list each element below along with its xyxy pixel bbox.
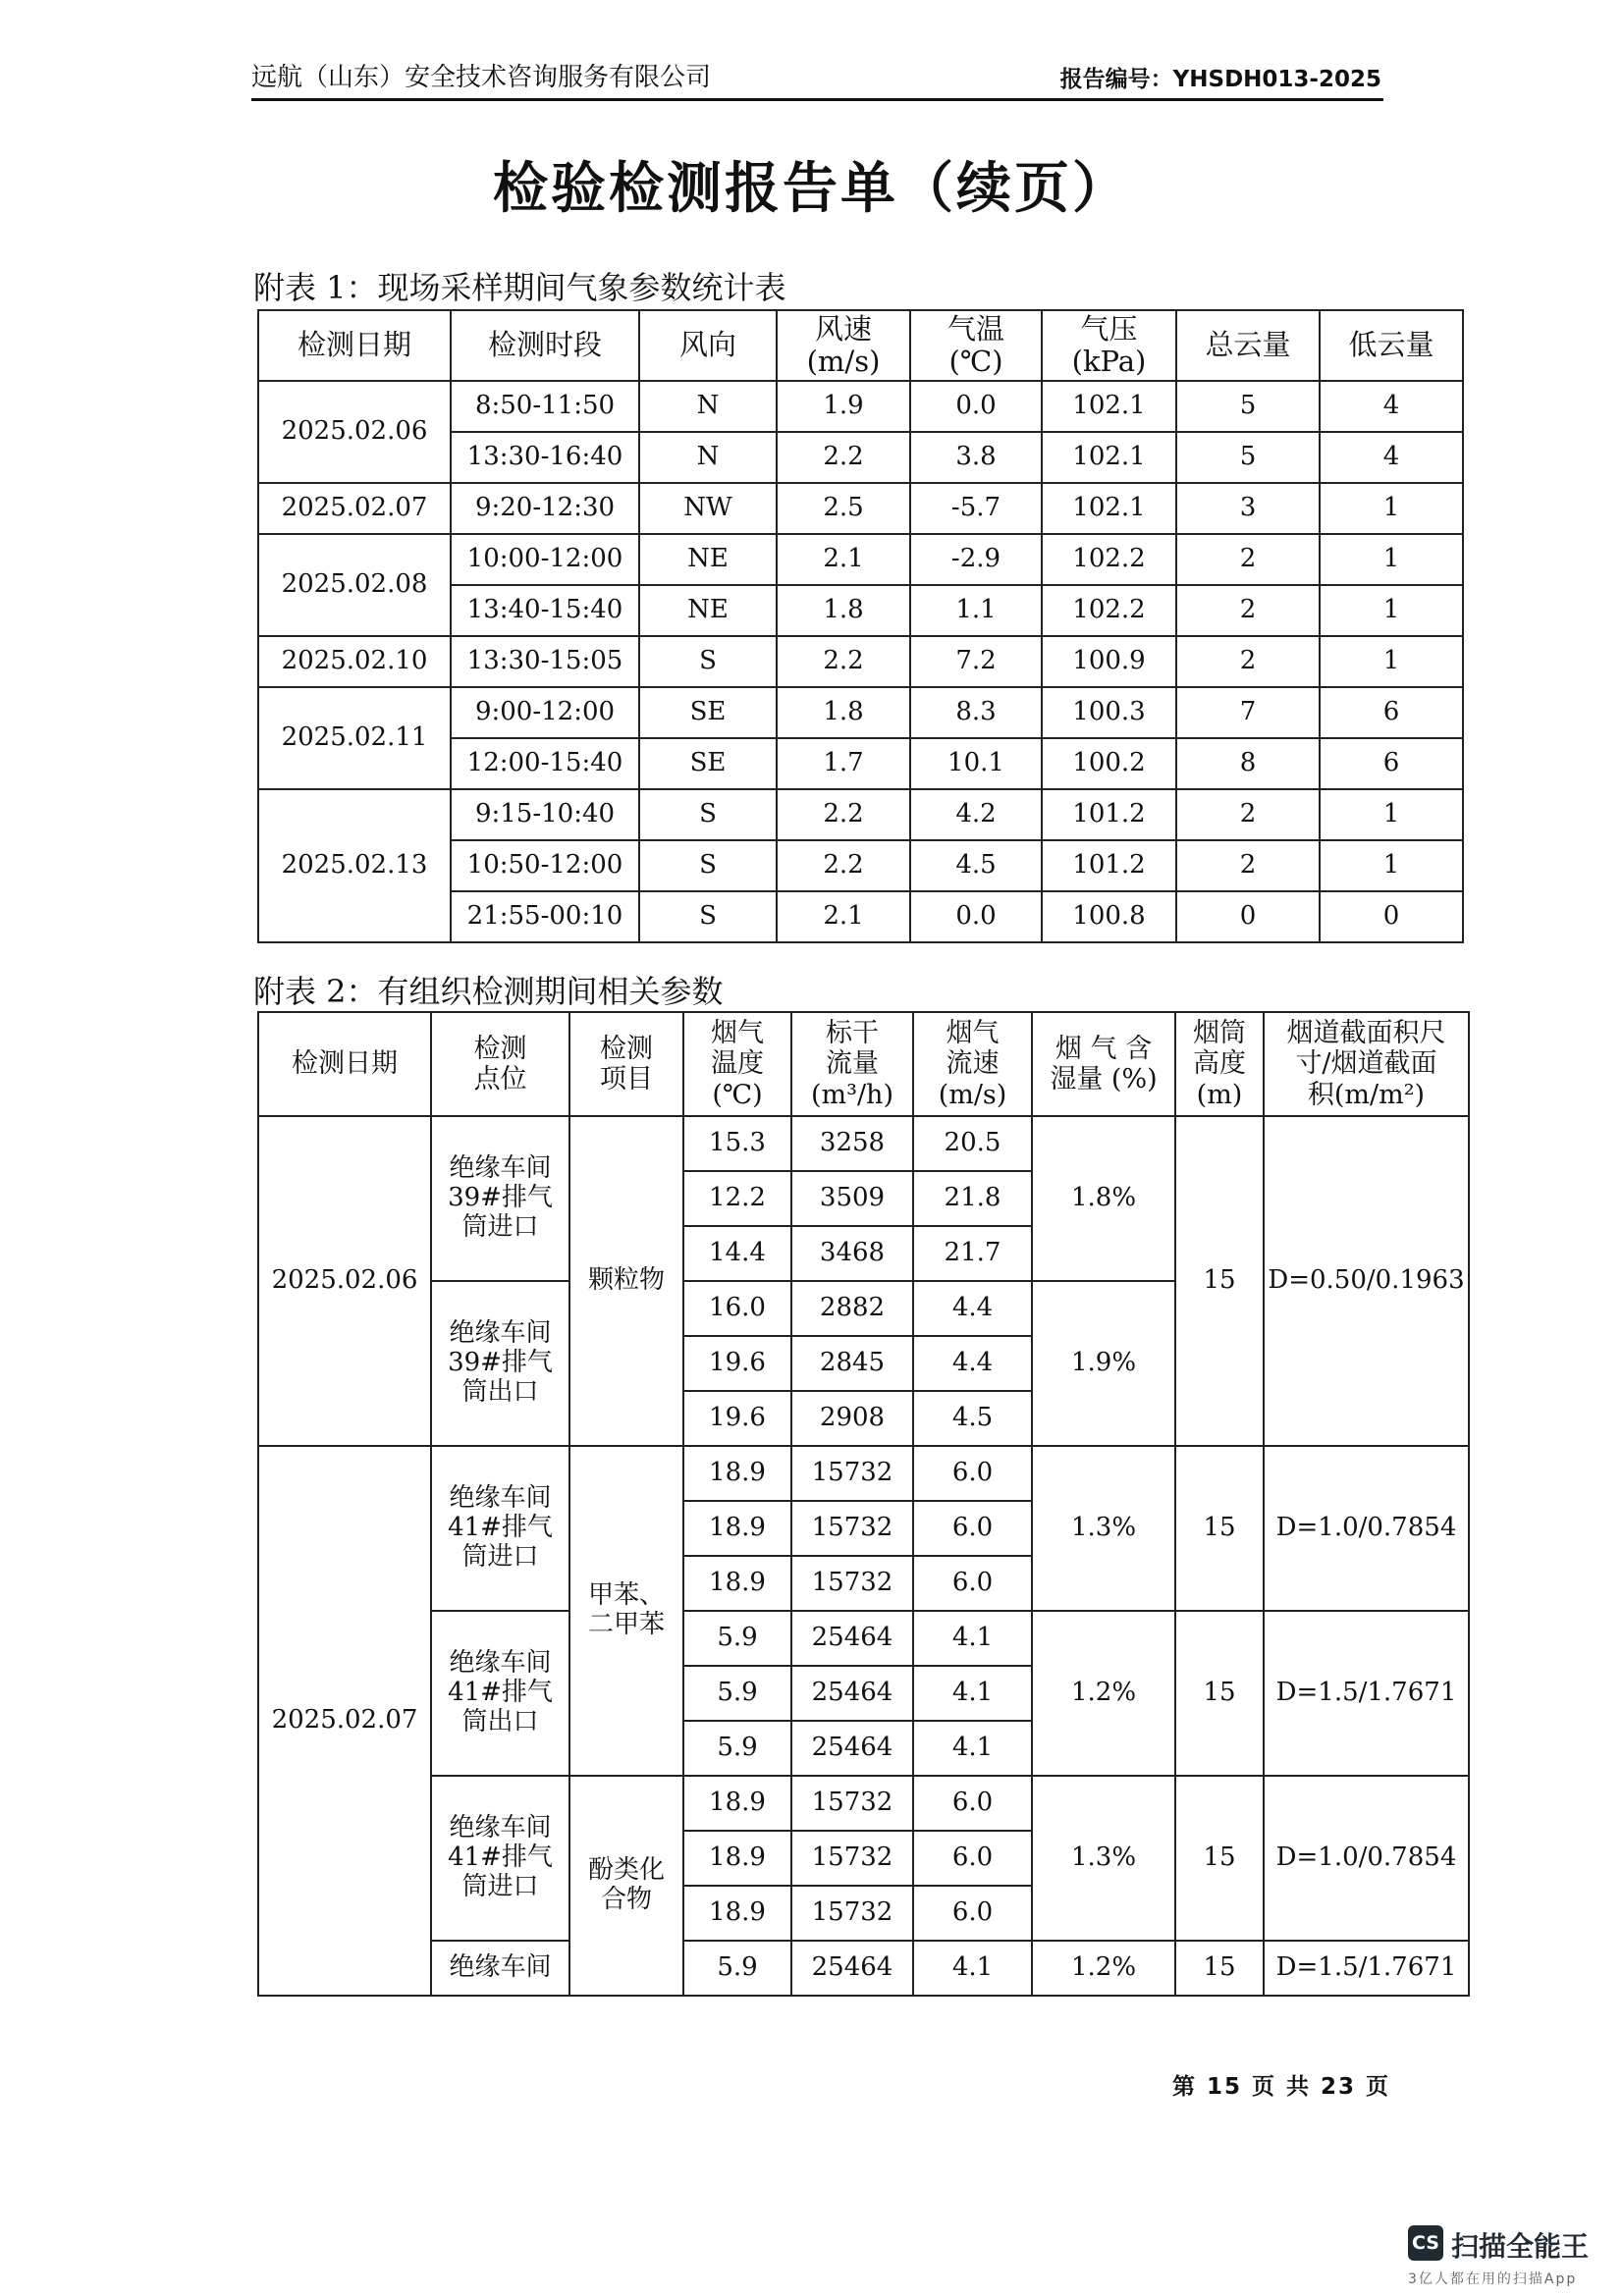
table1-header-cell: 风向 — [639, 310, 777, 381]
data-cell: 8:50-11:50 — [451, 381, 639, 432]
data-cell: 2845 — [791, 1336, 913, 1391]
scanner-watermark — [1408, 2223, 1604, 2296]
sampling-point-cell: 绝缘车间 41#排气 筒进口 — [431, 1776, 569, 1941]
report-code: 报告编号：YHSDH013-2025 — [1059, 67, 1381, 92]
table2-header-cell: 检测 项目 — [569, 1012, 683, 1116]
data-cell: SE — [639, 687, 777, 738]
data-cell: 15.3 — [683, 1116, 791, 1171]
moisture-cell: 1.2% — [1032, 1611, 1175, 1776]
data-cell: 2.2 — [777, 840, 910, 891]
data-cell: 4.5 — [913, 1391, 1032, 1446]
data-cell: 6.0 — [913, 1556, 1032, 1611]
table-row — [258, 1941, 1469, 1996]
date-cell: 2025.02.06 — [258, 1116, 431, 1446]
date-cell: 2025.02.10 — [258, 636, 451, 687]
table1-caption: 附表 1：现场采样期间气象参数统计表 — [253, 269, 786, 306]
table-row — [258, 1611, 1469, 1666]
data-cell: 100.2 — [1042, 738, 1176, 789]
data-cell: 2 — [1176, 534, 1320, 585]
data-cell: 4.5 — [910, 840, 1042, 891]
data-cell: 100.9 — [1042, 636, 1176, 687]
data-cell: 102.1 — [1042, 381, 1176, 432]
data-cell: N — [639, 381, 777, 432]
data-cell: 101.2 — [1042, 840, 1176, 891]
data-cell: 25464 — [791, 1611, 913, 1666]
data-cell: 6 — [1320, 738, 1463, 789]
data-cell: 6.0 — [913, 1776, 1032, 1831]
date-cell: 2025.02.13 — [258, 789, 451, 942]
data-cell: N — [639, 432, 777, 483]
moisture-cell: 1.8% — [1032, 1116, 1175, 1281]
data-cell: NE — [639, 534, 777, 585]
data-cell: 10.1 — [910, 738, 1042, 789]
data-cell: 18.9 — [683, 1446, 791, 1501]
table-row — [258, 483, 1463, 534]
data-cell: 8 — [1176, 738, 1320, 789]
data-cell: 2 — [1176, 585, 1320, 636]
sampling-point-cell: 绝缘车间 41#排气 筒出口 — [431, 1611, 569, 1776]
data-cell: 15732 — [791, 1501, 913, 1556]
table2-header-cell: 烟气 温度 (℃) — [683, 1012, 791, 1116]
stack-height-cell: 15 — [1175, 1611, 1264, 1776]
data-cell: 1.1 — [910, 585, 1042, 636]
company-name: 远航（山东）安全技术咨询服务有限公司 — [251, 63, 712, 92]
data-cell: 12.2 — [683, 1171, 791, 1226]
data-cell: 18.9 — [683, 1556, 791, 1611]
data-cell: 5 — [1176, 381, 1320, 432]
data-cell: 4.1 — [913, 1611, 1032, 1666]
data-cell: 15732 — [791, 1446, 913, 1501]
data-cell: 2 — [1176, 789, 1320, 840]
sampling-point-cell: 绝缘车间 — [431, 1941, 569, 1996]
data-cell: 1.8 — [777, 585, 910, 636]
data-cell: 3 — [1176, 483, 1320, 534]
data-cell: NW — [639, 483, 777, 534]
data-cell: 4.2 — [910, 789, 1042, 840]
data-cell: 4.4 — [913, 1281, 1032, 1336]
sampling-point-cell: 绝缘车间 41#排气 筒进口 — [431, 1446, 569, 1611]
moisture-cell: 1.2% — [1032, 1941, 1175, 1996]
cross-section-cell: D=1.0/0.7854 — [1264, 1776, 1469, 1941]
table2-header-cell: 检测 点位 — [431, 1012, 569, 1116]
data-cell: 3258 — [791, 1116, 913, 1171]
data-cell: 0 — [1176, 891, 1320, 942]
table2-header-cell: 烟 气 含 湿量 (%) — [1032, 1012, 1175, 1116]
data-cell: 2.2 — [777, 432, 910, 483]
moisture-cell: 1.3% — [1032, 1446, 1175, 1611]
date-cell: 2025.02.11 — [258, 687, 451, 789]
data-cell: 6.0 — [913, 1446, 1032, 1501]
table-row — [258, 1116, 1469, 1171]
data-cell: 4 — [1320, 432, 1463, 483]
data-cell: 101.2 — [1042, 789, 1176, 840]
watermark-tagline: 3亿人都在用的扫描App — [1408, 2271, 1578, 2287]
data-cell: 9:20-12:30 — [451, 483, 639, 534]
data-cell: 5.9 — [683, 1941, 791, 1996]
data-cell: 1 — [1320, 840, 1463, 891]
data-cell: 4.1 — [913, 1941, 1032, 1996]
table1-header-cell: 气温 (℃) — [910, 310, 1042, 381]
data-cell: 20.5 — [913, 1116, 1032, 1171]
data-cell: NE — [639, 585, 777, 636]
data-cell: 7 — [1176, 687, 1320, 738]
data-cell: 6.0 — [913, 1886, 1032, 1941]
data-cell: 15732 — [791, 1831, 913, 1886]
data-cell: 3.8 — [910, 432, 1042, 483]
test-item-cell: 颗粒物 — [569, 1116, 683, 1446]
data-cell: 2.1 — [777, 534, 910, 585]
table-row — [258, 381, 1463, 432]
stack-height-cell: 15 — [1175, 1941, 1264, 1996]
data-cell: 4.1 — [913, 1666, 1032, 1721]
data-cell: 1 — [1320, 483, 1463, 534]
table2-caption: 附表 2：有组织检测期间相关参数 — [253, 973, 724, 1010]
data-cell: 102.2 — [1042, 534, 1176, 585]
cross-section-cell: D=0.50/0.1963 — [1264, 1116, 1469, 1446]
data-cell: 10:50-12:00 — [451, 840, 639, 891]
data-cell: 0 — [1320, 891, 1463, 942]
data-cell: 25464 — [791, 1941, 913, 1996]
table-row — [258, 1776, 1469, 1831]
data-cell: 1 — [1320, 636, 1463, 687]
table1-header-cell: 风速 (m/s) — [777, 310, 910, 381]
table1-header-cell: 低云量 — [1320, 310, 1463, 381]
data-cell: S — [639, 840, 777, 891]
data-cell: 15732 — [791, 1886, 913, 1941]
data-cell: 7.2 — [910, 636, 1042, 687]
data-cell: 21.8 — [913, 1171, 1032, 1226]
page-title: 检验检测报告单（续页） — [493, 157, 1130, 221]
data-cell: 4 — [1320, 381, 1463, 432]
data-cell: 2 — [1176, 840, 1320, 891]
data-cell: 21:55-00:10 — [451, 891, 639, 942]
moisture-cell: 1.9% — [1032, 1281, 1175, 1446]
data-cell: 2.2 — [777, 789, 910, 840]
data-cell: S — [639, 789, 777, 840]
data-cell: 5.9 — [683, 1666, 791, 1721]
table1-header-cell: 检测日期 — [258, 310, 451, 381]
data-cell: 6 — [1320, 687, 1463, 738]
data-cell: 2.2 — [777, 636, 910, 687]
stack-height-cell: 15 — [1175, 1446, 1264, 1611]
table-row — [258, 534, 1463, 585]
data-cell: 6.0 — [913, 1501, 1032, 1556]
data-cell: 18.9 — [683, 1501, 791, 1556]
data-cell: 16.0 — [683, 1281, 791, 1336]
header-divider — [251, 98, 1383, 101]
cross-section-cell: D=1.0/0.7854 — [1264, 1446, 1469, 1611]
weather-parameters-table — [257, 309, 1464, 943]
data-cell: 18.9 — [683, 1886, 791, 1941]
data-cell: 2882 — [791, 1281, 913, 1336]
data-cell: 102.2 — [1042, 585, 1176, 636]
data-cell: 19.6 — [683, 1391, 791, 1446]
data-cell: 1.9 — [777, 381, 910, 432]
data-cell: 18.9 — [683, 1776, 791, 1831]
data-cell: 19.6 — [683, 1336, 791, 1391]
data-cell: S — [639, 636, 777, 687]
data-cell: 14.4 — [683, 1226, 791, 1281]
table-row — [258, 636, 1463, 687]
data-cell: 6.0 — [913, 1831, 1032, 1886]
test-item-cell: 酚类化 合物 — [569, 1776, 683, 1996]
table2-header-cell: 烟筒 高度 (m) — [1175, 1012, 1264, 1116]
table-row — [258, 1446, 1469, 1501]
stack-height-cell: 15 — [1175, 1116, 1264, 1446]
data-cell: -2.9 — [910, 534, 1042, 585]
moisture-cell: 1.3% — [1032, 1776, 1175, 1941]
data-cell: 1 — [1320, 534, 1463, 585]
data-cell: 2908 — [791, 1391, 913, 1446]
data-cell: 1 — [1320, 789, 1463, 840]
data-cell: 2.5 — [777, 483, 910, 534]
data-cell: 15732 — [791, 1556, 913, 1611]
page-number: 第 15 页 共 23 页 — [1172, 2074, 1391, 2100]
data-cell: 5.9 — [683, 1721, 791, 1776]
data-cell: 5.9 — [683, 1611, 791, 1666]
table1-header-cell: 检测时段 — [451, 310, 639, 381]
sampling-point-cell: 绝缘车间 39#排气 筒出口 — [431, 1281, 569, 1446]
date-cell: 2025.02.07 — [258, 1446, 431, 1996]
camscanner-logo-icon: CS — [1408, 2225, 1443, 2261]
data-cell: 100.8 — [1042, 891, 1176, 942]
data-cell: 12:00-15:40 — [451, 738, 639, 789]
data-cell: 13:30-16:40 — [451, 432, 639, 483]
data-cell: 102.1 — [1042, 432, 1176, 483]
date-cell: 2025.02.08 — [258, 534, 451, 636]
data-cell: -5.7 — [910, 483, 1042, 534]
watermark-name: 扫描全能王 — [1451, 2230, 1590, 2263]
data-cell: 102.1 — [1042, 483, 1176, 534]
table-row — [258, 789, 1463, 840]
data-cell: 25464 — [791, 1721, 913, 1776]
data-cell: 2.1 — [777, 891, 910, 942]
table2-header-cell: 标干 流量 (m³/h) — [791, 1012, 913, 1116]
data-cell: 13:40-15:40 — [451, 585, 639, 636]
table2-header-cell: 烟道截面积尺 寸/烟道截面 积(m/m²) — [1264, 1012, 1469, 1116]
data-cell: 4.1 — [913, 1721, 1032, 1776]
date-cell: 2025.02.07 — [258, 483, 451, 534]
data-cell: 9:15-10:40 — [451, 789, 639, 840]
table2-header-cell: 检测日期 — [258, 1012, 431, 1116]
data-cell: 3509 — [791, 1171, 913, 1226]
data-cell: 4.4 — [913, 1336, 1032, 1391]
data-cell: 15732 — [791, 1776, 913, 1831]
data-cell: 18.9 — [683, 1831, 791, 1886]
data-cell: SE — [639, 738, 777, 789]
data-cell: 8.3 — [910, 687, 1042, 738]
table1-header-cell: 气压 (kPa) — [1042, 310, 1176, 381]
data-cell: 1.8 — [777, 687, 910, 738]
data-cell: S — [639, 891, 777, 942]
organized-emission-parameters-table — [257, 1011, 1470, 1997]
cross-section-cell: D=1.5/1.7671 — [1264, 1611, 1469, 1776]
data-cell: 13:30-15:05 — [451, 636, 639, 687]
table1-header-cell: 总云量 — [1176, 310, 1320, 381]
data-cell: 10:00-12:00 — [451, 534, 639, 585]
data-cell: 9:00-12:00 — [451, 687, 639, 738]
data-cell: 1.7 — [777, 738, 910, 789]
data-cell: 0.0 — [910, 381, 1042, 432]
data-cell: 5 — [1176, 432, 1320, 483]
data-cell: 3468 — [791, 1226, 913, 1281]
cross-section-cell: D=1.5/1.7671 — [1264, 1941, 1469, 1996]
data-cell: 1 — [1320, 585, 1463, 636]
table2-header-cell: 烟气 流速 (m/s) — [913, 1012, 1032, 1116]
data-cell: 21.7 — [913, 1226, 1032, 1281]
data-cell: 100.3 — [1042, 687, 1176, 738]
stack-height-cell: 15 — [1175, 1776, 1264, 1941]
test-item-cell: 甲苯、 二甲苯 — [569, 1446, 683, 1776]
data-cell: 25464 — [791, 1666, 913, 1721]
date-cell: 2025.02.06 — [258, 381, 451, 483]
table-row — [258, 687, 1463, 738]
sampling-point-cell: 绝缘车间 39#排气 筒进口 — [431, 1116, 569, 1281]
data-cell: 2 — [1176, 636, 1320, 687]
data-cell: 0.0 — [910, 891, 1042, 942]
